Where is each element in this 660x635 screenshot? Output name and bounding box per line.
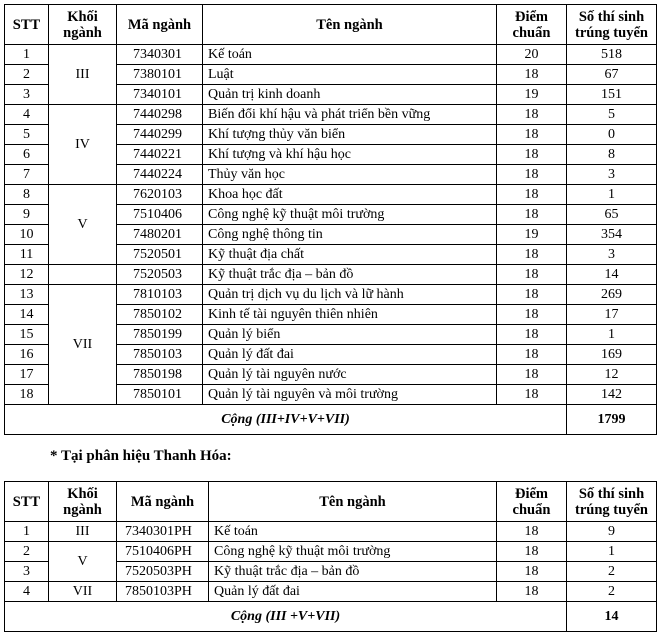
row-stt: 16 [5,345,49,365]
header-stt: STT [5,482,49,522]
admission-table-thanh-hoa [4,481,657,632]
row-score: 18 [497,305,567,325]
section-title-thanh-hoa: * Tại phân hiệu Thanh Hóa: [50,448,232,464]
row-name: Biến đổi khí hậu và phát triển bền vững [203,105,497,125]
row-count: 5 [567,105,657,125]
row-name: Kế toán [209,522,497,542]
row-count: 169 [567,345,657,365]
row-stt: 15 [5,325,49,345]
row-group: III [49,522,117,542]
row-score: 18 [497,205,567,225]
row-name: Kinh tế tài nguyên thiên nhiên [203,305,497,325]
row-count: 269 [567,285,657,305]
row-score: 18 [497,245,567,265]
header-so-line2: trúng tuyển [575,501,648,518]
row-score: 18 [497,185,567,205]
row-stt: 11 [5,245,49,265]
row-stt: 2 [5,542,49,562]
row-code: 7520503PH [117,562,209,582]
row-code: 7440299 [117,125,203,145]
row-count: 2 [567,582,657,602]
header-row [5,482,657,522]
row-name: Công nghệ kỹ thuật môi trường [203,205,497,225]
row-count: 9 [567,522,657,542]
row-name: Công nghệ thông tin [203,225,497,245]
row-stt: 2 [5,65,49,85]
row-count: 1 [567,542,657,562]
row-code: 7850102 [117,305,203,325]
row-name: Công nghệ kỹ thuật môi trường [209,542,497,562]
row-stt: 14 [5,305,49,325]
row-count: 67 [567,65,657,85]
table-row [5,265,657,285]
row-name: Quản lý tài nguyên nước [203,365,497,385]
table-row [5,45,657,65]
row-code: 7510406 [117,205,203,225]
row-group: V [49,542,117,582]
row-name: Quản lý đất đai [209,582,497,602]
row-stt: 4 [5,582,49,602]
row-stt: 9 [5,205,49,225]
row-score: 19 [497,225,567,245]
row-stt: 3 [5,85,49,105]
row-count: 518 [567,45,657,65]
row-count: 142 [567,385,657,405]
row-group-empty [49,265,117,285]
row-count: 3 [567,165,657,185]
row-count: 354 [567,225,657,245]
row-stt: 4 [5,105,49,125]
row-score: 18 [497,522,567,542]
row-stt: 6 [5,145,49,165]
row-name: Kế toán [203,45,497,65]
row-name: Luật [203,65,497,85]
row-stt: 10 [5,225,49,245]
row-stt: 5 [5,125,49,145]
header-khoi [49,5,117,45]
row-group: VII [49,582,117,602]
admission-table-main [4,4,657,435]
row-score: 18 [497,325,567,345]
row-score: 18 [497,365,567,385]
row-code: 7850103PH [117,582,209,602]
row-name: Quản lý đất đai [203,345,497,365]
row-code: 7380101 [117,65,203,85]
row-name: Khí tượng thủy văn biển [203,125,497,145]
header-diem [497,5,567,45]
row-name: Kỹ thuật trắc địa – bản đồ [209,562,497,582]
header-khoi [49,482,117,522]
row-count: 2 [567,562,657,582]
total-value: 14 [567,602,657,632]
header-ten-nganh: Tên ngành [203,5,497,45]
row-code: 7340101 [117,85,203,105]
row-code: 7480201 [117,225,203,245]
row-count: 65 [567,205,657,225]
row-stt: 17 [5,365,49,385]
header-diem-line1: Điểm [514,8,548,25]
table-row [5,582,657,602]
header-so-thi-sinh [567,482,657,522]
row-code: 7440298 [117,105,203,125]
header-khoi-line1: Khối [67,8,98,25]
table-row [5,105,657,125]
total-row [5,602,657,632]
header-so-thi-sinh [567,5,657,45]
row-group: VII [49,285,117,405]
header-diem [497,482,567,522]
table-row [5,542,657,562]
row-count: 0 [567,125,657,145]
row-code: 7520503 [117,265,203,285]
row-score: 18 [497,265,567,285]
row-score: 18 [497,582,567,602]
row-score: 18 [497,145,567,165]
row-name: Kỹ thuật trắc địa – bản đồ [203,265,497,285]
row-stt: 1 [5,522,49,542]
row-stt: 3 [5,562,49,582]
row-count: 8 [567,145,657,165]
row-name: Quản lý biển [203,325,497,345]
header-so-line2: trúng tuyển [575,24,648,41]
row-group: IV [49,105,117,185]
header-khoi-line1: Khối [67,485,98,502]
row-code: 7510406PH [117,542,209,562]
row-score: 20 [497,45,567,65]
header-ma-nganh: Mã ngành [117,5,203,45]
row-code: 7520501 [117,245,203,265]
header-ma-nganh: Mã ngành [117,482,209,522]
row-count: 1 [567,325,657,345]
row-code: 7850101 [117,385,203,405]
row-count: 14 [567,265,657,285]
row-name: Khoa học đất [203,185,497,205]
row-code: 7810103 [117,285,203,305]
row-stt: 18 [5,385,49,405]
row-code: 7850198 [117,365,203,385]
table-row [5,185,657,205]
total-value: 1799 [567,405,657,435]
header-diem-line2: chuẩn [512,24,551,41]
row-count: 1 [567,185,657,205]
row-name: Quản trị kinh doanh [203,85,497,105]
table-row [5,285,657,305]
row-stt: 8 [5,185,49,205]
row-name: Kỹ thuật địa chất [203,245,497,265]
row-score: 18 [497,542,567,562]
header-diem-line2: chuẩn [512,501,551,518]
row-score: 18 [497,562,567,582]
row-count: 151 [567,85,657,105]
row-code: 7850103 [117,345,203,365]
row-code: 7340301 [117,45,203,65]
header-diem-line1: Điểm [514,485,548,502]
row-code: 7440224 [117,165,203,185]
row-count: 17 [567,305,657,325]
row-score: 19 [497,85,567,105]
row-group: V [49,185,117,265]
total-row [5,405,657,435]
row-score: 18 [497,385,567,405]
row-score: 18 [497,105,567,125]
row-name: Thủy văn học [203,165,497,185]
header-so-line1: Số thí sinh [578,485,645,502]
header-khoi-line2: ngành [63,501,102,518]
row-code: 7620103 [117,185,203,205]
row-count: 12 [567,365,657,385]
row-name: Khí tượng và khí hậu học [203,145,497,165]
row-score: 18 [497,165,567,185]
header-stt: STT [5,5,49,45]
row-code: 7340301PH [117,522,209,542]
header-khoi-line2: ngành [63,24,102,41]
row-score: 18 [497,65,567,85]
row-code: 7440221 [117,145,203,165]
header-so-line1: Số thí sinh [578,8,645,25]
row-name: Quản lý tài nguyên và môi trường [203,385,497,405]
row-score: 18 [497,345,567,365]
row-code: 7850199 [117,325,203,345]
table-row [5,522,657,542]
total-label: Cộng (III+IV+V+VII) [5,405,567,435]
row-count: 3 [567,245,657,265]
row-stt: 12 [5,265,49,285]
header-row [5,5,657,45]
row-name: Quản trị dịch vụ du lịch và lữ hành [203,285,497,305]
row-score: 18 [497,125,567,145]
header-ten-nganh: Tên ngành [209,482,497,522]
row-stt: 13 [5,285,49,305]
row-stt: 1 [5,45,49,65]
row-group: III [49,45,117,105]
row-stt: 7 [5,165,49,185]
row-score: 18 [497,285,567,305]
total-label: Cộng (III +V+VII) [5,602,567,632]
